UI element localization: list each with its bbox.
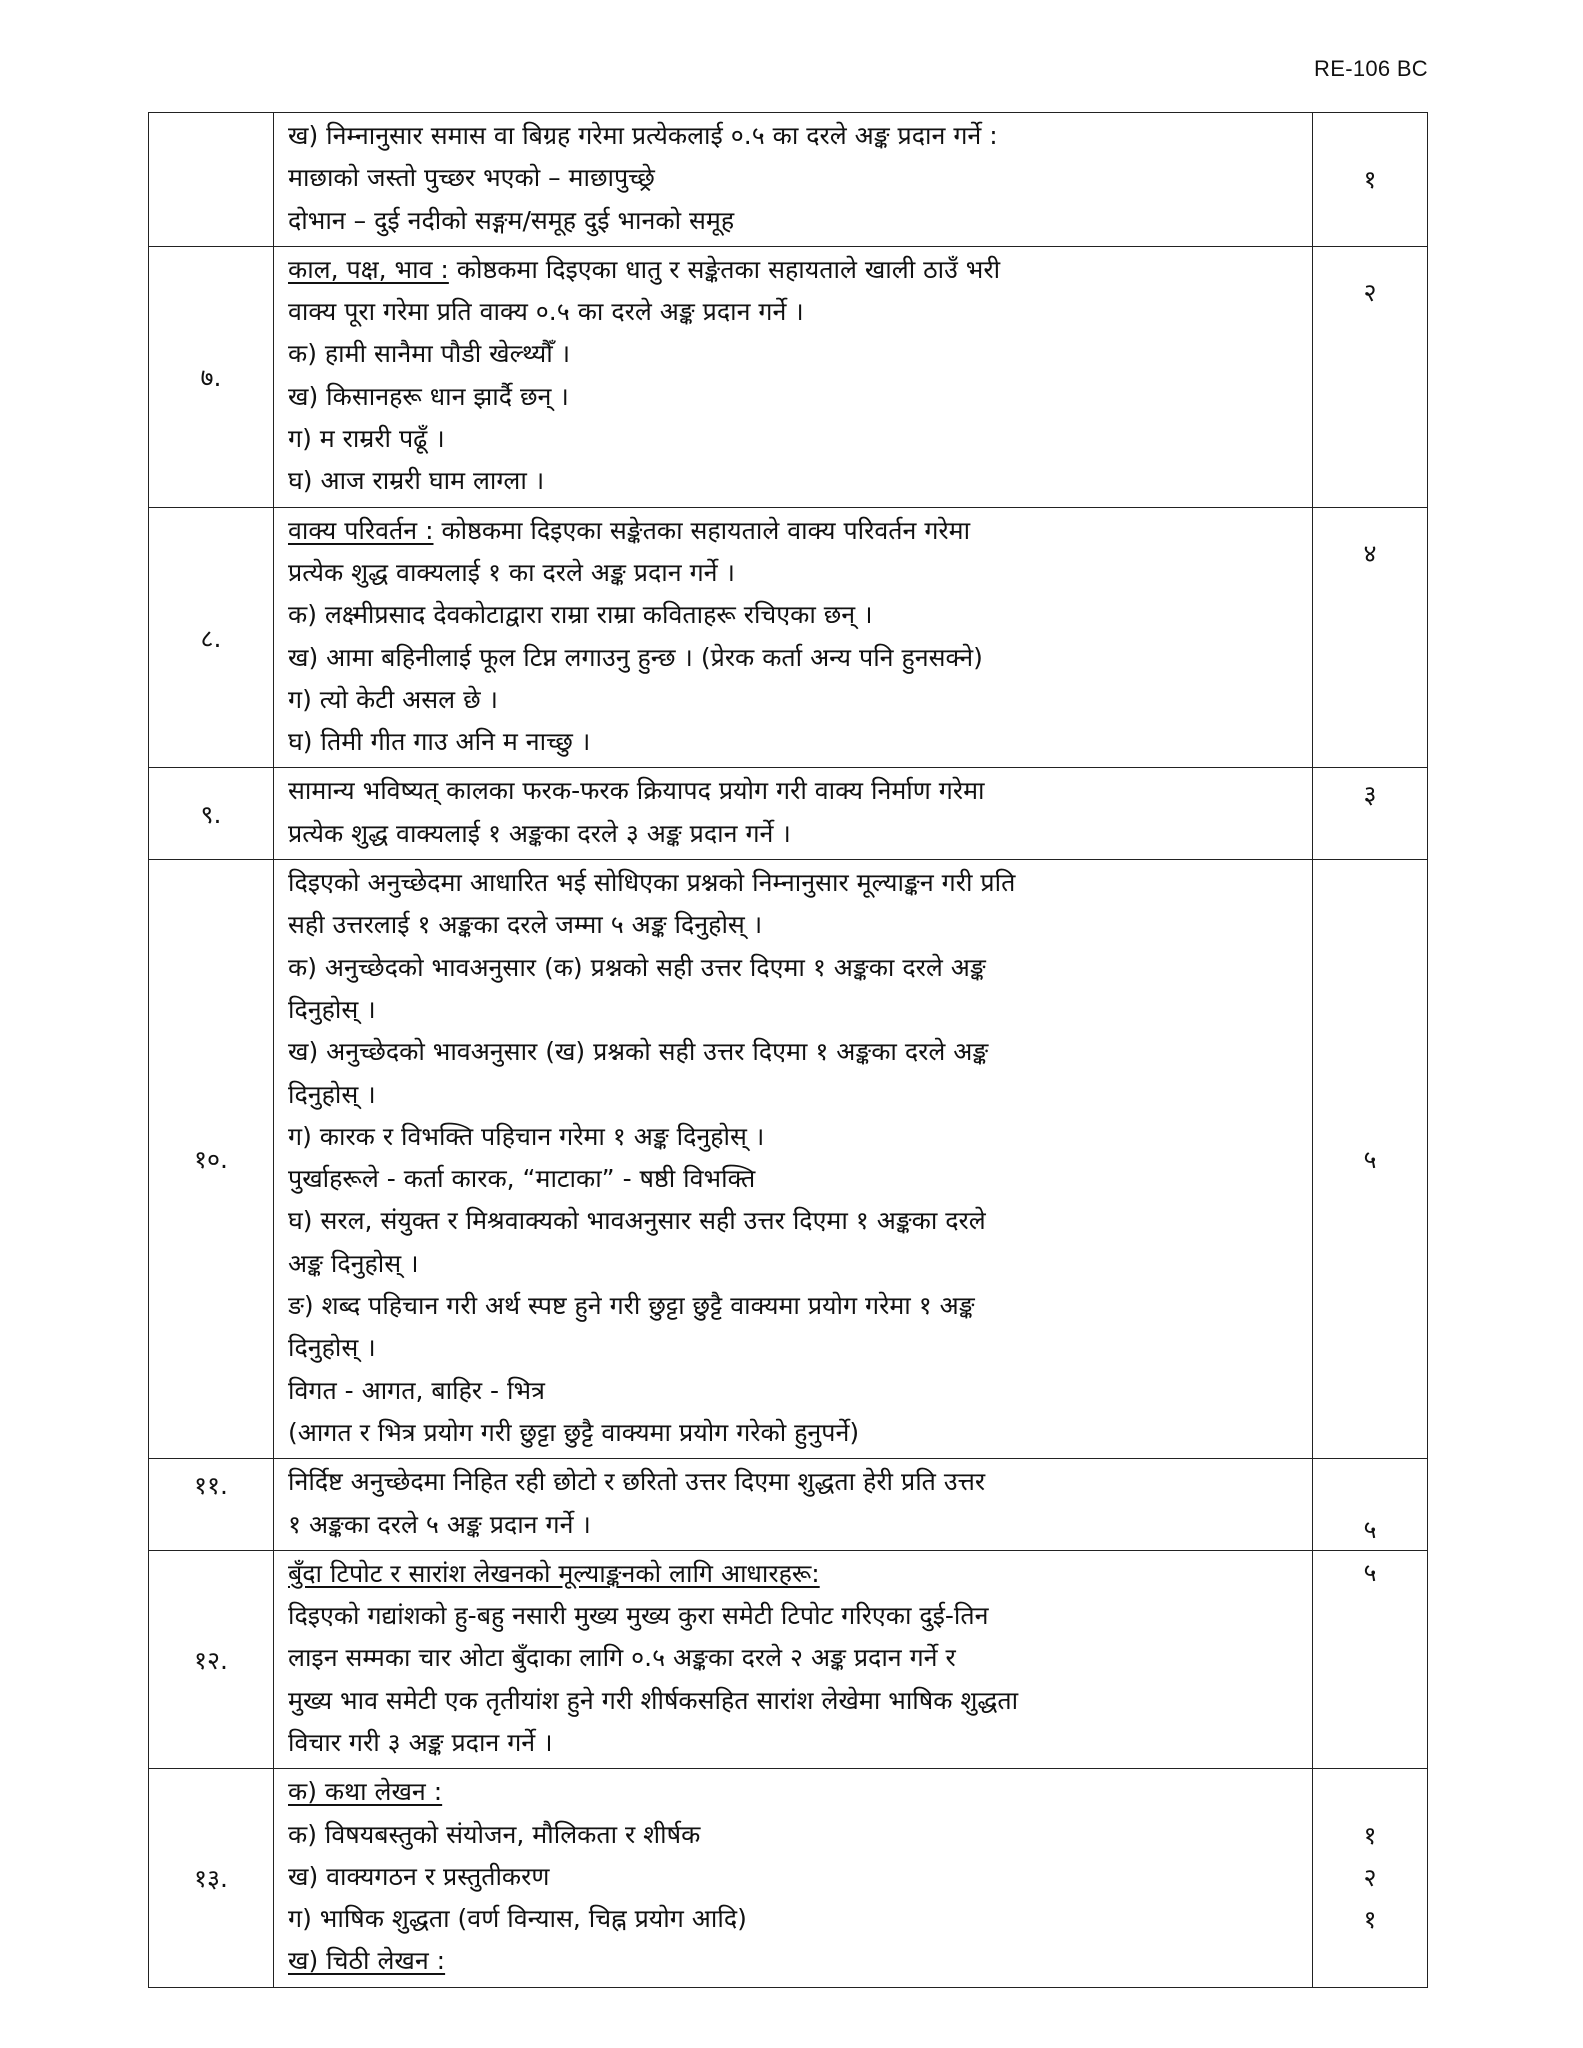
criteria-line: वाक्य परिवर्तन : कोष्ठकमा दिइएका सङ्केतका सहायताले वाक्य परिवर्तन गरेमा xyxy=(288,515,971,545)
criteria-cell xyxy=(274,860,1313,1459)
criteria-line: विगत - आगत, बाहिर - भित्र xyxy=(288,1375,545,1405)
criteria-line: क) विषयबस्तुको संयोजन, मौलिकता र शीर्षक xyxy=(288,1819,701,1849)
criteria-cell xyxy=(274,246,1313,507)
criteria-line: ग) म राम्ररी पढूँ । xyxy=(288,424,445,454)
marks-cell: १ xyxy=(1313,113,1428,247)
question-number: ७. xyxy=(149,246,274,507)
criteria-line: ङ) शब्द पहिचान गरी अर्थ स्पष्ट हुने गरी छुट्टा छुट्टै वाक्यमा प्रयोग गरेमा १ अङ्क xyxy=(288,1291,975,1321)
criteria-line: ग) कारक र विभक्ति पहिचान गरेमा १ अङ्क दिनुहोस् । xyxy=(288,1121,765,1151)
criteria-line xyxy=(288,1940,1300,1982)
question-number: ८. xyxy=(149,507,274,768)
section-heading: वाक्य परिवर्तन : xyxy=(288,515,434,545)
table-row xyxy=(149,1550,1428,1768)
criteria-line: १ अङ्कका दरले ५ अङ्क प्रदान गर्ने । xyxy=(288,1509,591,1539)
criteria-line: ख) आमा बहिनीलाई फूल टिप्न लगाउनु हुन्छ । (प्रेरक कर्ता अन्य पनि हुनसक्ने) xyxy=(288,642,983,672)
question-number: ९. xyxy=(149,768,274,860)
criteria-line: निर्दिष्ट अनुच्छेदमा निहित रही छोटो र छरितो उत्तर दिएमा शुद्धता हेरी प्रति उत्तर xyxy=(288,1467,986,1497)
criteria-cell xyxy=(274,1459,1313,1551)
table-row xyxy=(149,1459,1428,1551)
question-number xyxy=(149,113,274,247)
criteria-line: घ) सरल, संयुक्त र मिश्रवाक्यको भावअनुसार सही उत्तर दिएमा १ अङ्कका दरले xyxy=(288,1206,986,1236)
criteria-line: दिनुहोस् । xyxy=(288,1079,376,1109)
criteria-line: ख) किसानहरू धान झार्दै छन् । xyxy=(288,381,569,411)
marks-value: १ xyxy=(1363,1820,1377,1850)
criteria-line: अङ्क दिनुहोस् । xyxy=(288,1248,419,1278)
criteria-line: विचार गरी ३ अङ्क प्रदान गर्ने । xyxy=(288,1727,553,1757)
criteria-line: प्रत्येक शुद्ध वाक्यलाई १ अङ्कका दरले ३ अङ्क प्रदान गर्ने । xyxy=(288,818,791,848)
question-number: १३. xyxy=(149,1769,274,1987)
criteria-line: वाक्य पूरा गरेमा प्रति वाक्य ०.५ का दरले अङ्क प्रदान गर्ने । xyxy=(288,297,804,327)
criteria-line: ग) भाषिक शुद्धता (वर्ण विन्यास, चिह्न प्रयोग आदि) xyxy=(288,1904,747,1934)
marks-cell: २ xyxy=(1313,246,1428,507)
criteria-line: काल, पक्ष, भाव : कोष्ठकमा दिइएका धातु र सङ्केतका सहायताले खाली ठाउँ भरी xyxy=(288,254,1001,284)
table-row xyxy=(149,860,1428,1459)
criteria-line: क) अनुच्छेदको भावअनुसार (क) प्रश्नको सही उत्तर दिएमा १ अङ्कका दरले अङ्क xyxy=(288,952,986,982)
criteria-cell xyxy=(274,507,1313,768)
marks-cell: ५ xyxy=(1313,1459,1428,1551)
table-row xyxy=(149,768,1428,860)
criteria-line: क) हामी सानैमा पौडी खेल्थ्यौँ । xyxy=(288,339,571,369)
criteria-cell xyxy=(274,113,1313,247)
section-heading: क) कथा लेखन : xyxy=(288,1777,443,1807)
marks-value: १ xyxy=(1363,1905,1377,1935)
criteria-line: (आगत र भित्र प्रयोग गरी छुट्टा छुट्टै वाक्यमा प्रयोग गरेको हुनुपर्ने) xyxy=(288,1417,860,1447)
criteria-line: ख) अनुच्छेदको भावअनुसार (ख) प्रश्नको सही उत्तर दिएमा १ अङ्कका दरले अङ्क xyxy=(288,1037,989,1067)
criteria-line: क) लक्ष्मीप्रसाद देवकोटाद्वारा राम्रा राम्रा कविताहरू रचिएका छन् । xyxy=(288,600,873,630)
section-heading: ख) चिठी लेखन : xyxy=(288,1946,446,1976)
criteria-line: माछाको जस्तो पुच्छर भएको – माछापुच्छ्रे xyxy=(288,163,655,193)
criteria-line: दिइएको अनुच्छेदमा आधारित भई सोधिएका प्रश्नको निम्नानुसार मूल्याङ्कन गरी प्रति xyxy=(288,868,1016,898)
criteria-cell xyxy=(274,1769,1313,1987)
table-row xyxy=(149,1769,1428,1987)
question-number: १२. xyxy=(149,1550,274,1768)
criteria-line: घ) तिमी गीत गाउ अनि म नाच्छु । xyxy=(288,727,591,757)
criteria-line: सामान्य भविष्यत् कालका फरक-फरक क्रियापद प्रयोग गरी वाक्य निर्माण गरेमा xyxy=(288,776,985,806)
marks-cell xyxy=(1313,1769,1428,1987)
document-code: RE-106 BC xyxy=(1314,56,1428,81)
marks-cell: ५ xyxy=(1313,1550,1428,1768)
criteria-line: दिनुहोस् । xyxy=(288,1333,376,1363)
criteria-line: दिनुहोस् । xyxy=(288,994,376,1024)
criteria-line: लाइन सम्मका चार ओटा बुँदाका लागि ०.५ अङ्कका दरले २ अङ्क प्रदान गर्ने र xyxy=(288,1643,956,1673)
table-row xyxy=(149,507,1428,768)
marks-cell: ४ xyxy=(1313,507,1428,768)
marks-value: २ xyxy=(1363,1862,1377,1892)
marks-cell: ३ xyxy=(1313,768,1428,860)
marks-cell: ५ xyxy=(1313,860,1428,1459)
criteria-line: प्रत्येक शुद्ध वाक्यलाई १ का दरले अङ्क प्रदान गर्ने । xyxy=(288,557,735,587)
section-heading: बुँदा टिपोट र सारांश लेखनको मूल्याङ्कनको लागि आधारहरू: xyxy=(288,1558,820,1588)
criteria-line xyxy=(288,1553,1300,1595)
criteria-line: दिइएको गद्यांशको हु-बहु नसारी मुख्य मुख्य कुरा समेटी टिपोट गरिएका दुई-तिन xyxy=(288,1601,989,1631)
marking-scheme-table xyxy=(148,112,1428,1988)
question-number: १०. xyxy=(149,860,274,1459)
question-number: ११. xyxy=(149,1459,274,1551)
table-row xyxy=(149,246,1428,507)
criteria-line: मुख्य भाव समेटी एक तृतीयांश हुने गरी शीर्षकसहित सारांश लेखेमा भाषिक शुद्धता xyxy=(288,1685,1019,1715)
criteria-line: सही उत्तरलाई १ अङ्कका दरले जम्मा ५ अङ्क दिनुहोस् । xyxy=(288,910,763,940)
criteria-cell xyxy=(274,768,1313,860)
criteria-line: ख) निम्नानुसार समास वा बिग्रह गरेमा प्रत्येकलाई ०.५ का दरले अङ्क प्रदान गर्ने : xyxy=(288,121,998,150)
criteria-line: ख) वाक्यगठन र प्रस्तुतीकरण xyxy=(288,1861,550,1891)
criteria-line: ग) त्यो केटी असल छे । xyxy=(288,684,499,714)
table-row xyxy=(149,113,1428,247)
criteria-line: घ) आज राम्ररी घाम लाग्ला । xyxy=(288,466,545,496)
section-heading: काल, पक्ष, भाव : xyxy=(288,254,449,284)
criteria-cell xyxy=(274,1550,1313,1768)
criteria-line: पुर्खाहरूले - कर्ता कारक, “माटाका” - षष्ठी विभक्ति xyxy=(288,1164,756,1194)
criteria-line: दोभान – दुई नदीको सङ्गम/समूह दुई भानको समूह xyxy=(288,205,735,235)
criteria-line xyxy=(288,1771,1300,1813)
